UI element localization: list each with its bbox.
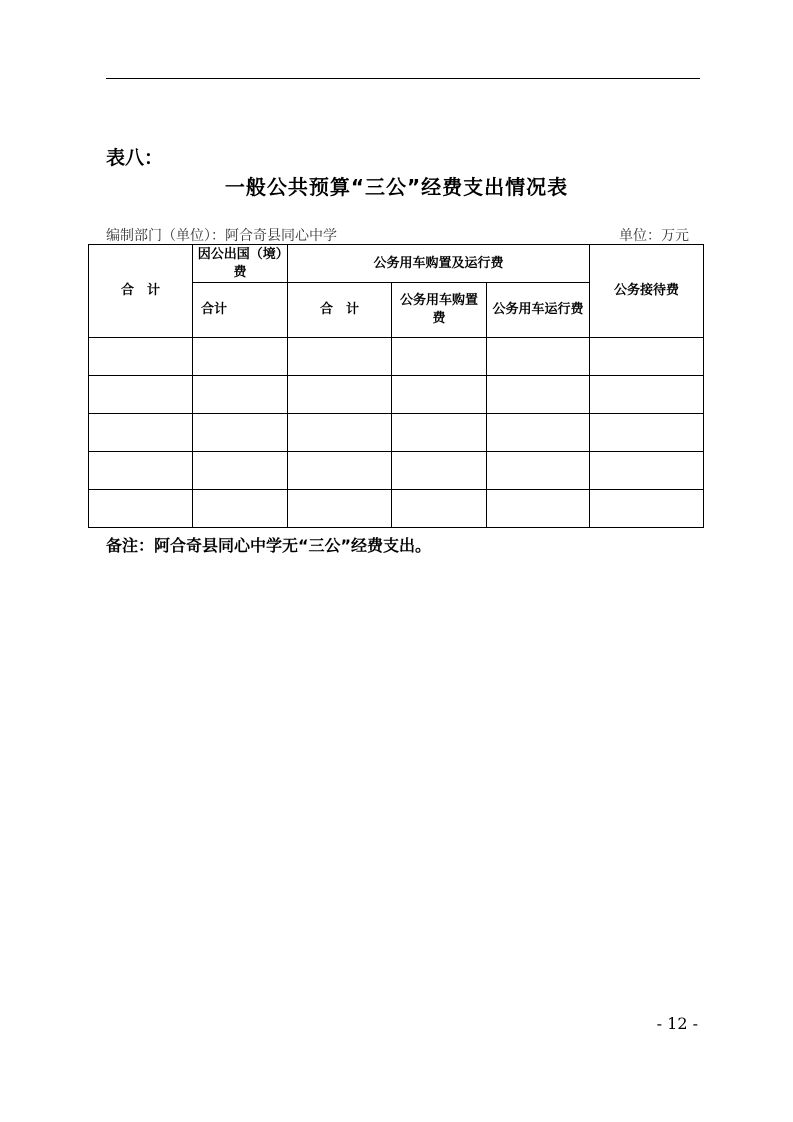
table-cell xyxy=(89,414,193,452)
footnote: 备注：阿合奇县同心中学无“三公”经费支出。 xyxy=(106,536,432,555)
table-cell xyxy=(89,452,193,490)
header-vehicle-total: 合 计 xyxy=(288,283,392,338)
header-rule xyxy=(106,78,700,79)
table-cell xyxy=(487,414,590,452)
table-row xyxy=(89,490,704,528)
header-vehicle-purchase: 公务用车购置费 xyxy=(392,283,487,338)
header-vehicle-group: 公务用车购置及运行费 xyxy=(288,245,590,283)
table-cell xyxy=(487,376,590,414)
table-row xyxy=(89,452,704,490)
header-reception: 公务接待费 xyxy=(590,245,704,338)
table-cell xyxy=(590,414,704,452)
header-vehicle-operation: 公务用车运行费 xyxy=(487,283,590,338)
table-cell xyxy=(193,414,288,452)
table-cell xyxy=(392,414,487,452)
unit-label: 单位：万元 xyxy=(619,228,689,244)
table-cell xyxy=(288,376,392,414)
table-cell xyxy=(288,338,392,376)
header-row-1 xyxy=(89,245,704,283)
table-cell xyxy=(89,338,193,376)
table-number: 表八： xyxy=(106,147,164,169)
table-cell xyxy=(193,490,288,528)
table-cell xyxy=(590,490,704,528)
table-cell xyxy=(487,490,590,528)
table-row xyxy=(89,338,704,376)
header-total: 合 计 xyxy=(89,245,193,338)
table-cell xyxy=(487,452,590,490)
table-cell xyxy=(590,338,704,376)
table-cell xyxy=(193,452,288,490)
table-row xyxy=(89,414,704,452)
page-title: 一般公共预算“三公”经费支出情况表 xyxy=(224,175,569,199)
table-cell xyxy=(392,490,487,528)
header-abroad: 因公出国（境）费 xyxy=(193,245,288,283)
table-cell xyxy=(193,338,288,376)
table-cell xyxy=(392,338,487,376)
header-abroad-total: 合计 xyxy=(193,283,288,338)
table-cell xyxy=(487,338,590,376)
table-cell xyxy=(288,414,392,452)
page-number: - 12 - xyxy=(656,1014,698,1033)
table-cell xyxy=(288,490,392,528)
table-cell xyxy=(392,452,487,490)
table-cell xyxy=(89,376,193,414)
table-cell xyxy=(590,452,704,490)
table-cell xyxy=(89,490,193,528)
three-public-expenses-table xyxy=(88,244,704,528)
table-row xyxy=(89,376,704,414)
table-cell xyxy=(193,376,288,414)
department-label: 编制部门（单位）：阿合奇县同心中学 xyxy=(106,228,337,244)
table-cell xyxy=(392,376,487,414)
table-cell xyxy=(288,452,392,490)
table-cell xyxy=(590,376,704,414)
